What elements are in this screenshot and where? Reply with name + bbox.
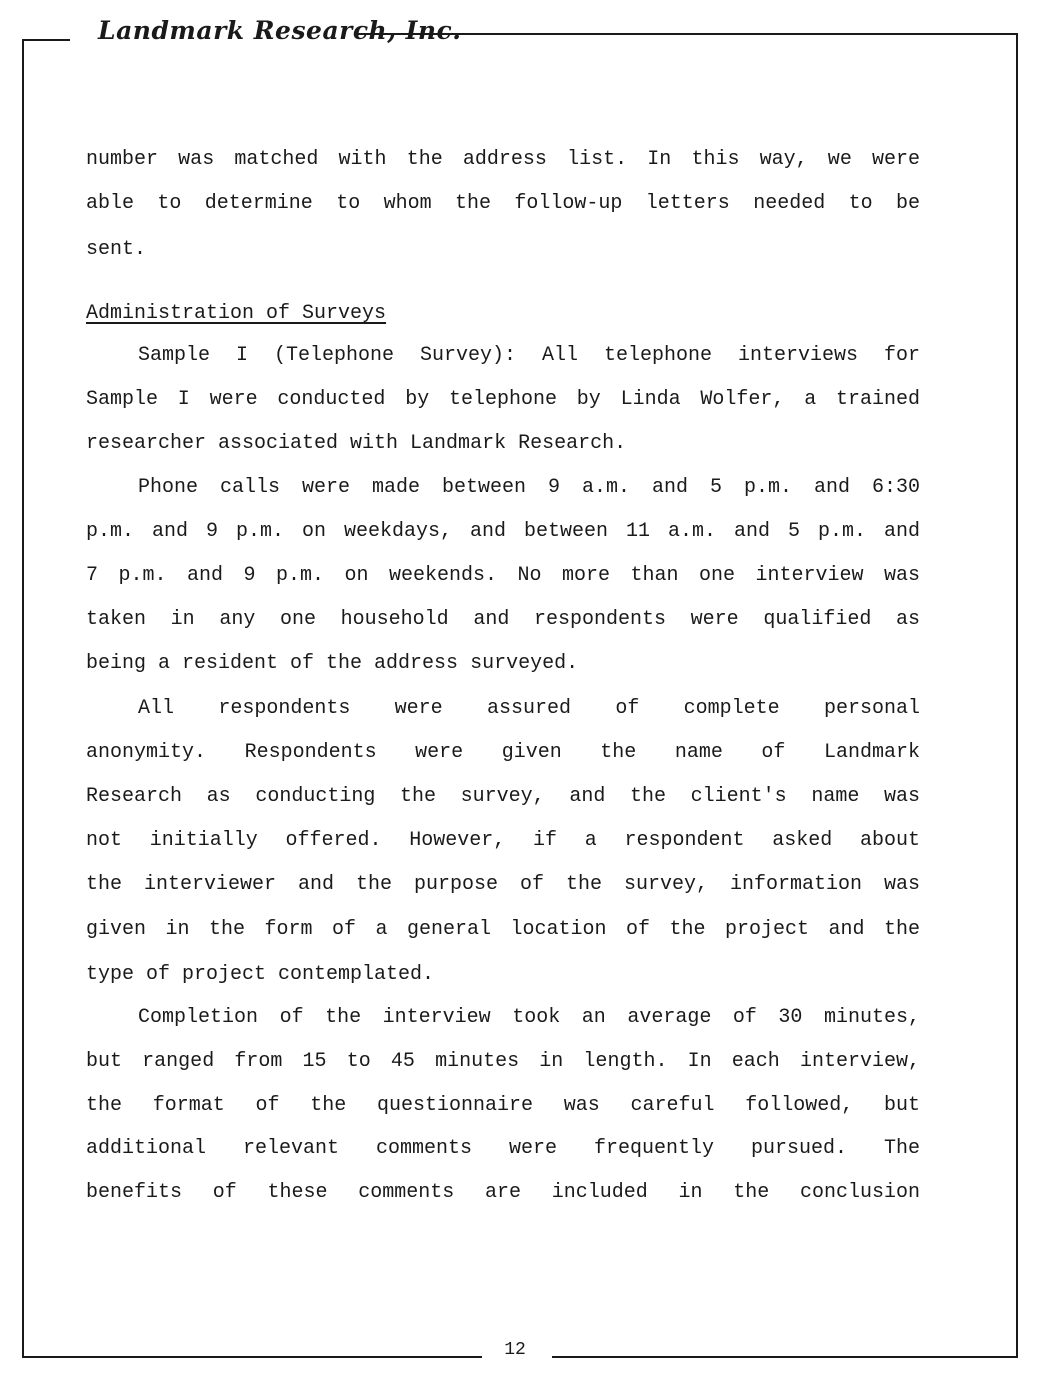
frame-bottom-right-rule [552,1356,1018,1358]
page-number: 12 [504,1340,526,1360]
frame-bottom-left-rule [22,1356,482,1358]
text-line: Sample I were conducted by telephone by Linda Wolfer, a trained [86,388,920,411]
text-line: p.m. and 9 p.m. on weekdays, and between 11 a.m. and 5 p.m. and [86,520,920,543]
text-line: researcher associated with Landmark Research. [86,432,627,455]
text-line: Research as conducting the survey, and the client's name was [86,785,920,808]
text-line: the interviewer and the purpose of the survey, information was [86,873,920,896]
text-line: but ranged from 15 to 45 minutes in length. In each interview, [86,1050,920,1073]
frame-right-rule [1016,33,1018,1358]
frame-top-left-rule [22,39,70,41]
text-line: All respondents were assured of complete personal [138,697,920,720]
text-line: 7 p.m. and 9 p.m. on weekends. No more than one interview was [86,564,920,587]
frame-left-rule [22,39,24,1358]
text-line: benefits of these comments are included in the conclusion [86,1181,920,1204]
text-line: type of project contemplated. [86,963,435,986]
text-line: Phone calls were made between 9 a.m. and 5 p.m. and 6:30 [138,476,920,499]
letterhead: Landmark Research, Inc. [98,16,462,45]
section-heading: Administration of Surveys [86,302,387,325]
text-line: sent. [86,238,147,261]
text-line: not initially offered. However, if a respondent asked about [86,829,920,852]
text-line: additional relevant comments were frequently pursued. The [86,1137,920,1160]
text-line: given in the form of a general location of the project and the [86,918,920,941]
text-line: Completion of the interview took an average of 30 minutes, [138,1006,920,1029]
text-line: taken in any one household and respondents were qualified as [86,608,920,631]
text-line: able to determine to whom the follow-up letters needed to be [86,192,920,215]
text-line: Sample I (Telephone Survey): All telephone interviews for [138,344,920,367]
text-line: the format of the questionnaire was careful followed, but [86,1094,920,1117]
text-line: being a resident of the address surveyed. [86,652,579,675]
text-line: anonymity. Respondents were given the name of Landmark [86,741,920,764]
text-line: number was matched with the address list. In this way, we were [86,148,920,171]
